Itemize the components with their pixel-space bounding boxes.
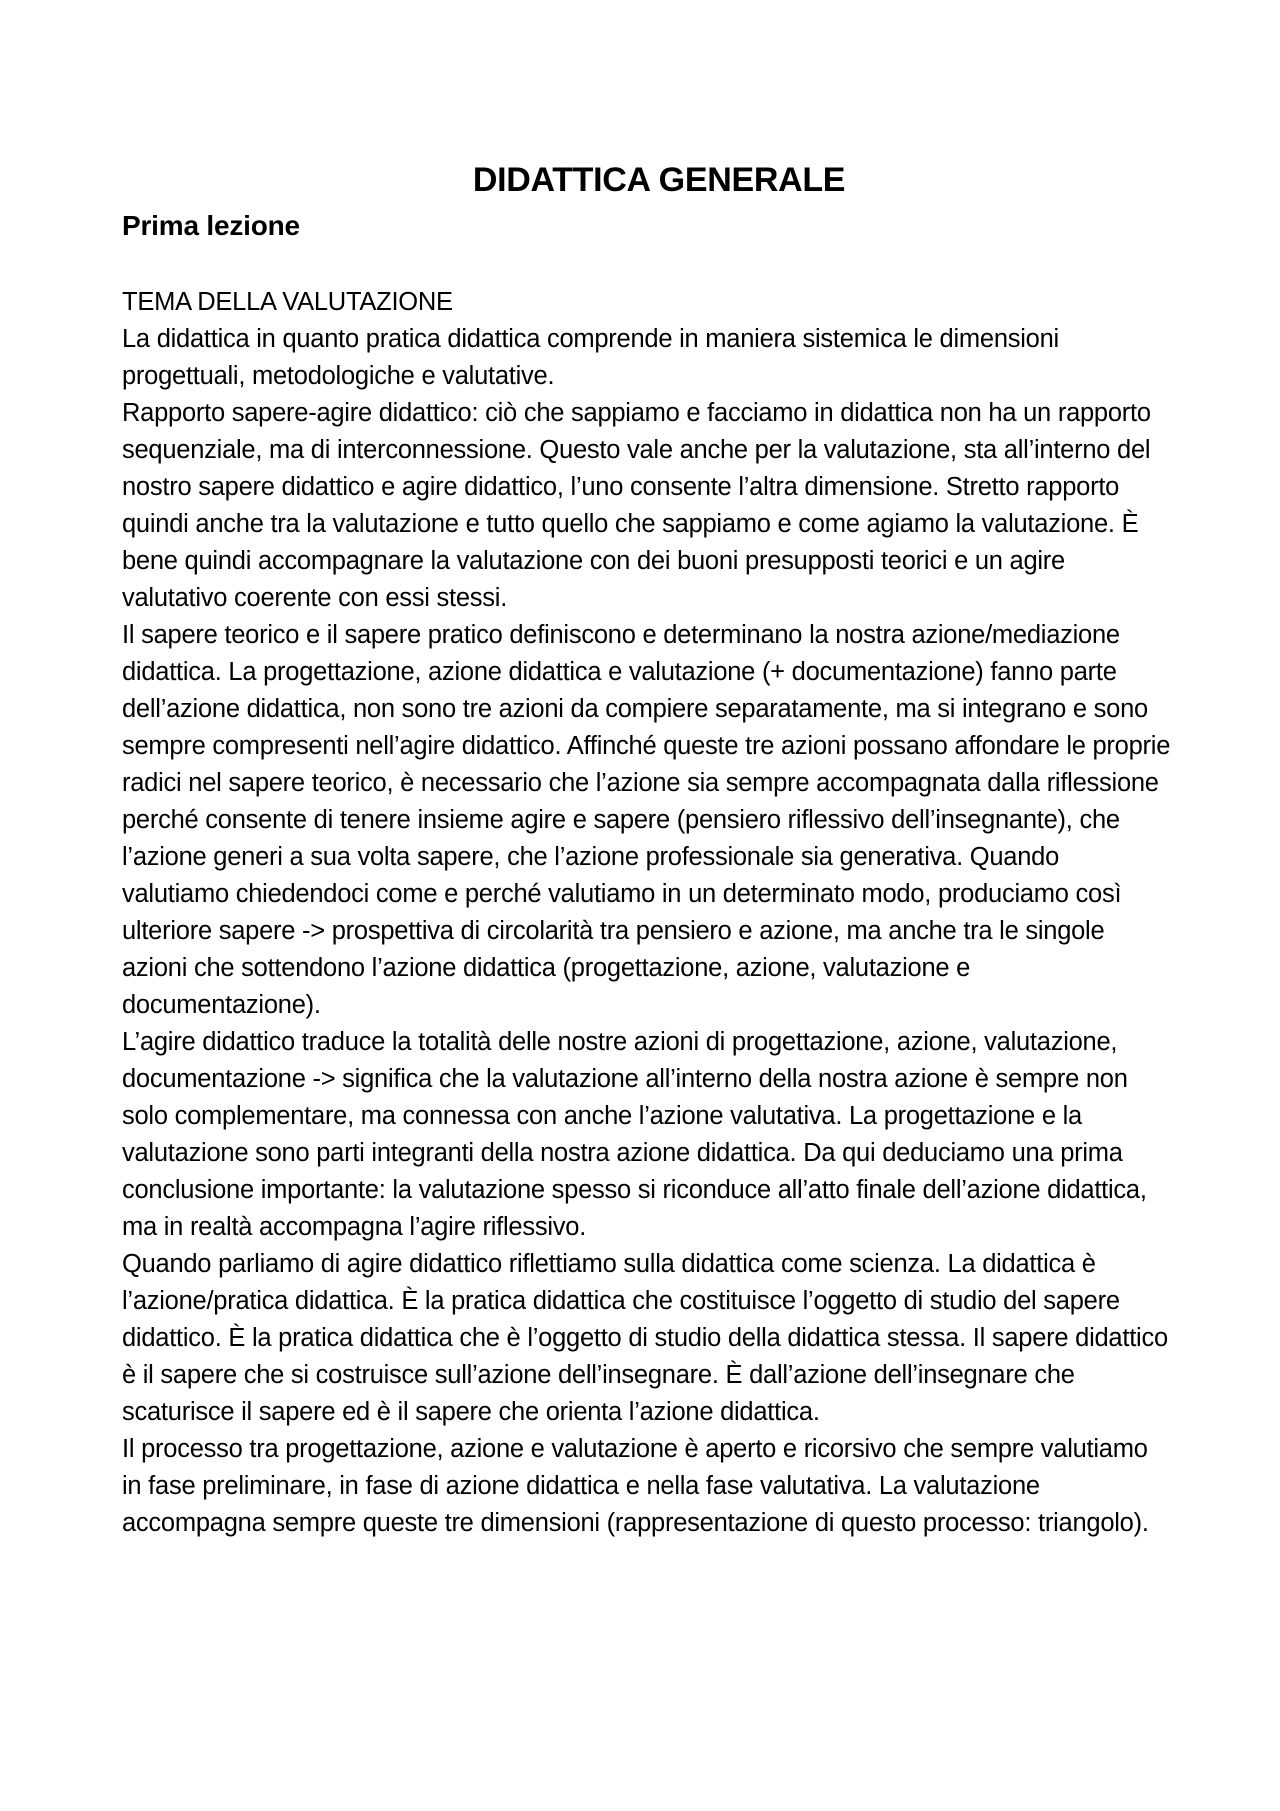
paragraph-1: La didattica in quanto pratica didattica comprende in maniera sistemica le dimensioni progettuali, metodologiche e valutative. [122, 325, 1059, 390]
paragraph-3: Il sapere teorico e il sapere pratico definiscono e determinano la nostra azione/mediazione didattica. La progettazione, azione didattica e valutazione (+ documentazione) fanno parte dell’azione didattica, non sono tre azioni da compiere separatamente, ma si integrano e sono sempre compresenti nell’agire didattico. Affinché queste tre azioni possano affondare le proprie radici nel sapere teorico, è necessario che l’azione sia sempre accompagnata dalla riflessione perché consente di tenere insieme agire e sapere (pensiero riflessivo dell’insegnante), che l’azione generi a sua volta sapere, che l’azione professionale sia generativa. Quando valutiamo chiedendoci come e perché valutiamo in un determinato modo, produciamo così ulteriore sapere -> prospettiva di circolarità tra pensiero e azione, ma anche tra le singole azioni che sottendono l’azione didattica (progettazione, azione, valutazione e documentazione). [122, 621, 1171, 1019]
lesson-subtitle: Prima lezione [122, 210, 300, 241]
document-content [122, 158, 1172, 1542]
paragraph-2: Rapporto sapere-agire didattico: ciò che sappiamo e facciamo in didattica non ha un rapporto sequenziale, ma di interconnessione. Questo vale anche per la valutazione, sta all’interno del nostro sapere didattico e agire didattico, l’uno consente l’altra dimensione. Stretto rapporto quindi anche tra la valutazione e tutto quello che sappiamo e come agiamo la valutazione. È bene quindi accompagnare la valutazione con dei buoni presupposti teorici e un agire valutativo coerente con essi stessi. [122, 399, 1151, 612]
paragraph-4: L’agire didattico traduce la totalità delle nostre azioni di progettazione, azione, valutazione, documentazione -> significa che la valutazione all’interno della nostra azione è sempre non solo complementare, ma connessa con anche l’azione valutativa. La progettazione e la valutazione sono parti integranti della nostra azione didattica. Da qui deduciamo una prima conclusione importante: la valutazione spesso si riconduce all’atto finale dell’azione didattica, ma in realtà accompagna l’agire riflessivo. [122, 1028, 1147, 1241]
paragraph-6: Il processo tra progettazione, azione e valutazione è aperto e ricorsivo che sempre valutiamo in fase preliminare, in fase di azione didattica e nella fase valutativa. La valutazione accompagna sempre queste tre dimensioni (rappresentazione di questo processo: triangolo). [122, 1435, 1149, 1537]
section-heading: TEMA DELLA VALUTAZIONE [122, 288, 453, 316]
document-body [122, 284, 1172, 1542]
paragraph-5: Quando parliamo di agire didattico riflettiamo sulla didattica come scienza. La didattica è l’azione/pratica didattica. È la pratica didattica che costituisce l’oggetto di studio del sapere didattico. È la pratica didattica che è l’oggetto di studio della didattica stessa. Il sapere didattico è il sapere che si costruisce sull’azione dell’insegnare. È dall’azione dell’insegnare che scaturisce il sapere ed è il sapere che orienta l’azione didattica. [122, 1250, 1168, 1426]
document-title: DIDATTICA GENERALE [472, 161, 846, 199]
